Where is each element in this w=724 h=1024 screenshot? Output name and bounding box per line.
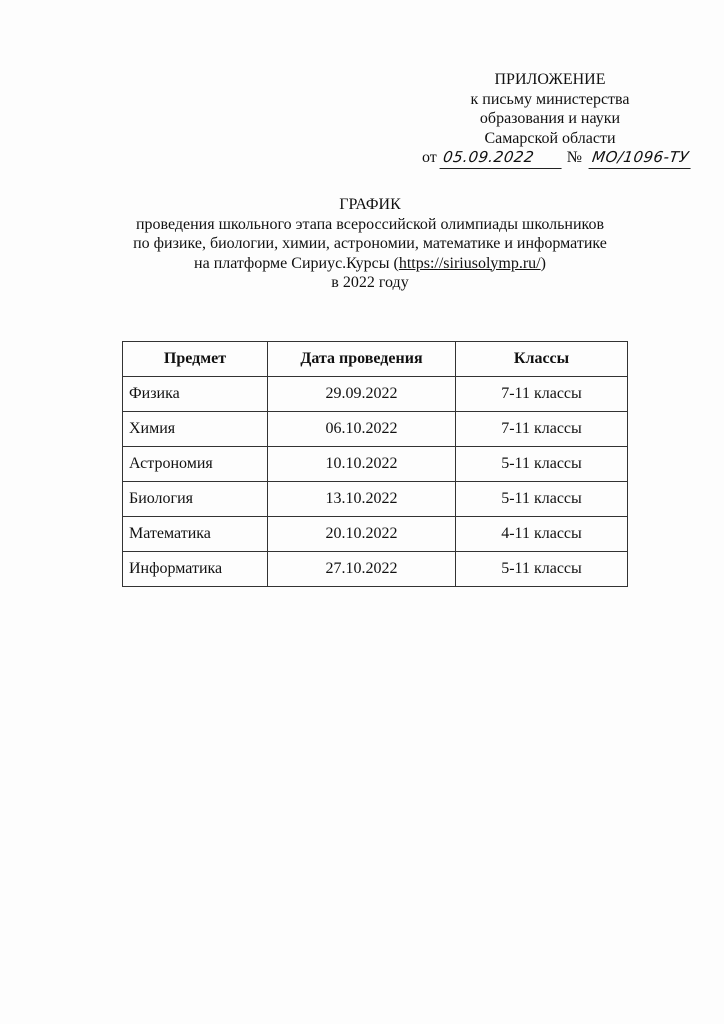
column-header-subject: Предмет <box>123 342 268 377</box>
document-title: ГРАФИК <box>339 196 401 213</box>
subtitle-line: по физике, биологии, химии, астрономии, математике и информатике <box>133 235 607 252</box>
subtitle-line: в 2022 году <box>331 274 409 291</box>
table-row <box>123 447 628 482</box>
cell-subject: Химия <box>123 412 268 447</box>
cell-grades: 5-11 классы <box>456 447 628 482</box>
number-label: № <box>566 149 583 166</box>
subtitle-line-platform <box>100 254 640 274</box>
appendix-line: образования и науки <box>479 110 621 127</box>
table-row <box>123 377 628 412</box>
appendix-title: ПРИЛОЖЕНИЕ <box>494 71 606 88</box>
table-row <box>123 482 628 517</box>
reference-line <box>422 148 712 169</box>
table-row <box>123 517 628 552</box>
cell-date: 10.10.2022 <box>268 447 456 482</box>
cell-subject: Информатика <box>123 552 268 587</box>
table-row <box>123 552 628 587</box>
cell-grades: 7-11 классы <box>456 412 628 447</box>
cell-grades: 5-11 классы <box>456 482 628 517</box>
column-header-grades: Классы <box>456 342 628 377</box>
cell-grades: 7-11 классы <box>456 377 628 412</box>
cell-date: 29.09.2022 <box>268 377 456 412</box>
cell-date: 13.10.2022 <box>268 482 456 517</box>
cell-subject: Физика <box>123 377 268 412</box>
schedule-table <box>122 341 628 587</box>
handwritten-date: 05.09.2022 <box>439 148 564 169</box>
platform-text: на платформе Сириус.Курсы ( <box>194 254 399 272</box>
table-header-row <box>123 342 628 377</box>
column-header-date: Дата проведения <box>268 342 456 377</box>
cell-grades: 4-11 классы <box>456 517 628 552</box>
platform-text-suffix: ) <box>540 254 546 272</box>
cell-subject: Математика <box>123 517 268 552</box>
cell-date: 06.10.2022 <box>268 412 456 447</box>
appendix-line: к письму министерства <box>470 90 630 108</box>
title-block <box>100 195 640 293</box>
appendix-block <box>400 70 700 166</box>
table-row <box>123 412 628 447</box>
cell-date: 27.10.2022 <box>268 552 456 587</box>
subtitle-line: проведения школьного этапа всероссийской олимпиады школьников <box>135 215 605 233</box>
appendix-line: Самарской области <box>484 129 616 147</box>
cell-subject: Астрономия <box>123 447 268 482</box>
platform-link[interactable]: https://siriusolymp.ru/ <box>398 254 541 272</box>
from-label: от <box>422 149 437 166</box>
cell-grades: 5-11 классы <box>456 552 628 587</box>
cell-subject: Биология <box>123 482 268 517</box>
handwritten-number: МО/1096-ТУ <box>589 148 694 169</box>
cell-date: 20.10.2022 <box>268 517 456 552</box>
